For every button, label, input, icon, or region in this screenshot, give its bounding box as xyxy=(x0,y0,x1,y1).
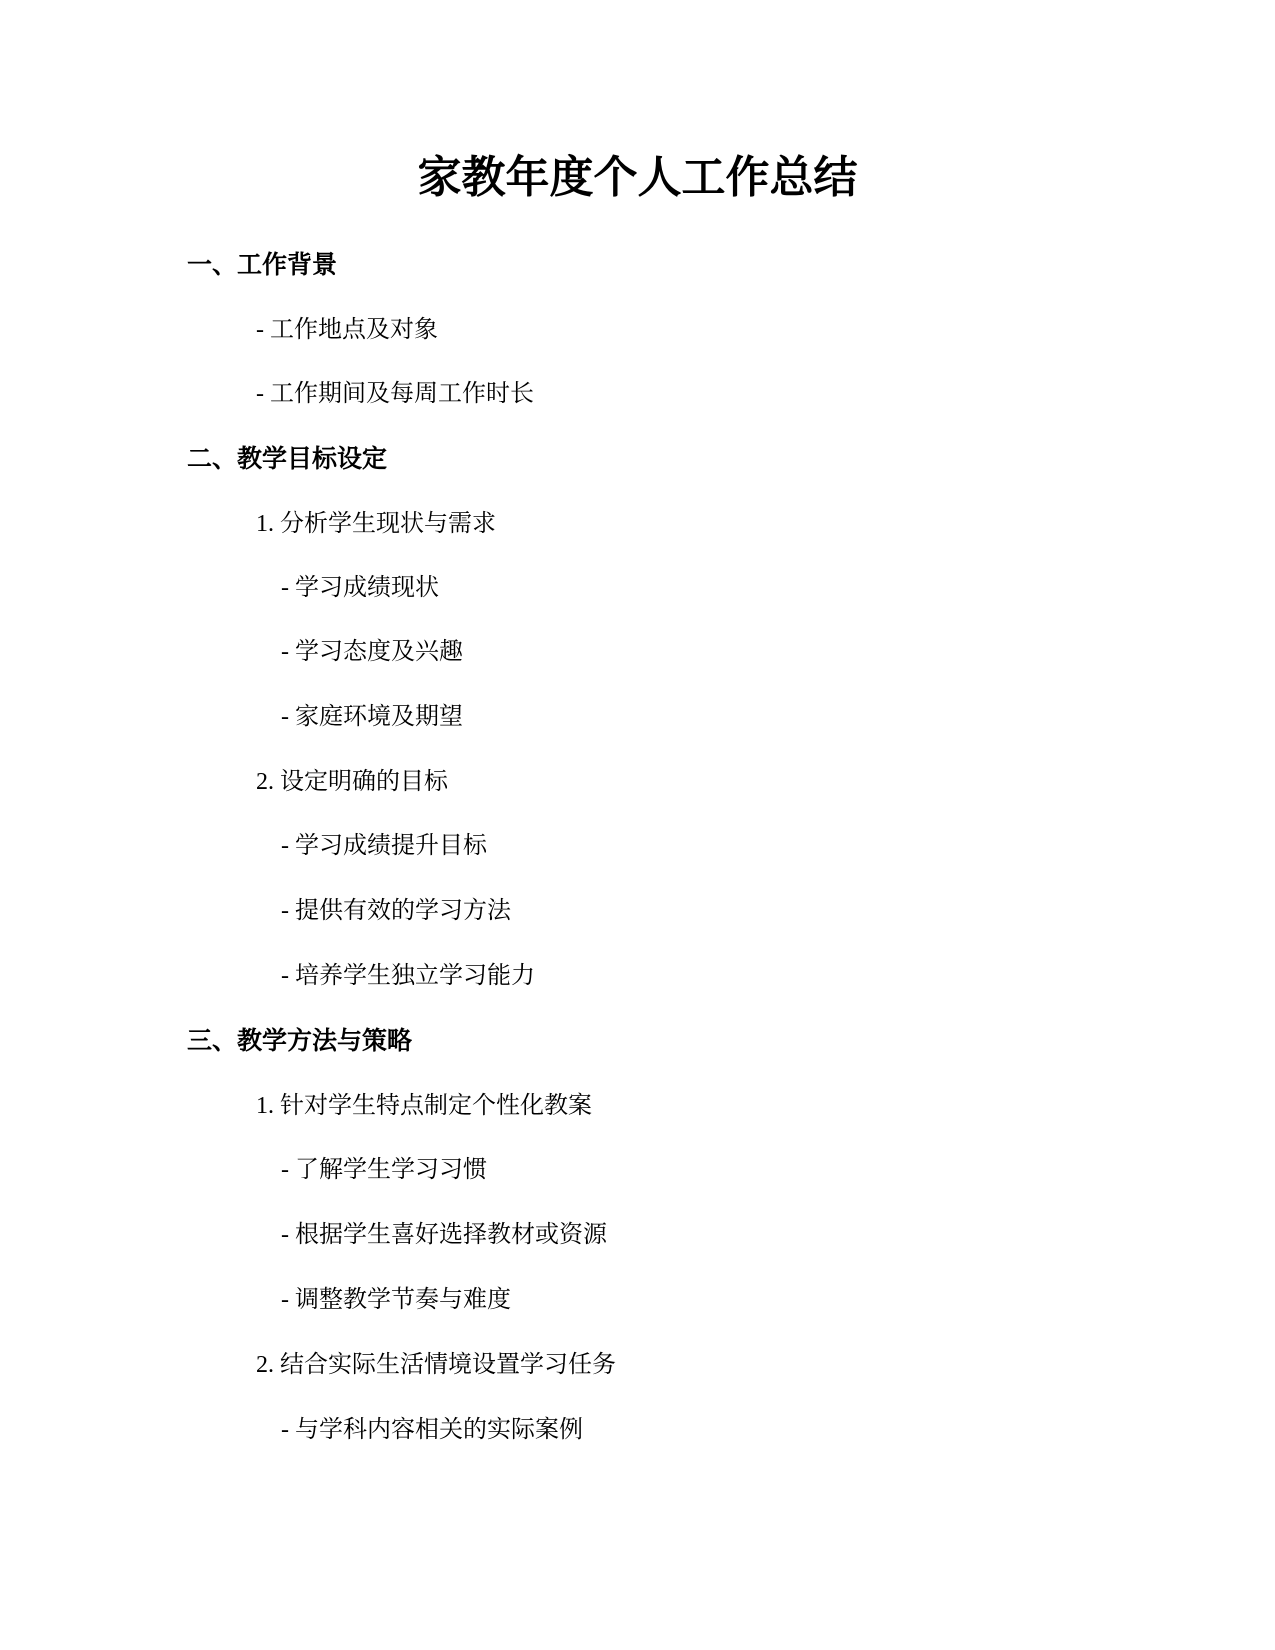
list-item: - 学习成绩提升目标 xyxy=(281,833,487,859)
document-title: 家教年度个人工作总结 xyxy=(417,152,858,203)
section-heading-methods: 三、教学方法与策略 xyxy=(187,1026,413,1055)
list-item: - 根据学生喜好选择教材或资源 xyxy=(281,1222,607,1248)
list-item: - 提供有效的学习方法 xyxy=(281,898,511,924)
list-item: - 学习成绩现状 xyxy=(281,575,439,601)
section-heading-background: 一、工作背景 xyxy=(187,250,338,279)
numbered-item: 1. 分析学生现状与需求 xyxy=(256,511,496,537)
list-item: - 家庭环境及期望 xyxy=(281,704,463,730)
list-item: - 调整教学节奏与难度 xyxy=(281,1287,511,1313)
numbered-item: 1. 针对学生特点制定个性化教案 xyxy=(256,1093,592,1119)
list-item: - 了解学生学习习惯 xyxy=(281,1157,487,1183)
numbered-item: 2. 结合实际生活情境设置学习任务 xyxy=(256,1352,616,1378)
section-heading-goals: 二、教学目标设定 xyxy=(187,444,388,473)
numbered-item: 2. 设定明确的目标 xyxy=(256,769,448,795)
list-item: - 工作地点及对象 xyxy=(256,317,438,343)
list-item: - 培养学生独立学习能力 xyxy=(281,963,535,989)
list-item: - 工作期间及每周工作时长 xyxy=(256,381,534,407)
list-item: - 与学科内容相关的实际案例 xyxy=(281,1417,583,1443)
list-item: - 学习态度及兴趣 xyxy=(281,639,463,665)
